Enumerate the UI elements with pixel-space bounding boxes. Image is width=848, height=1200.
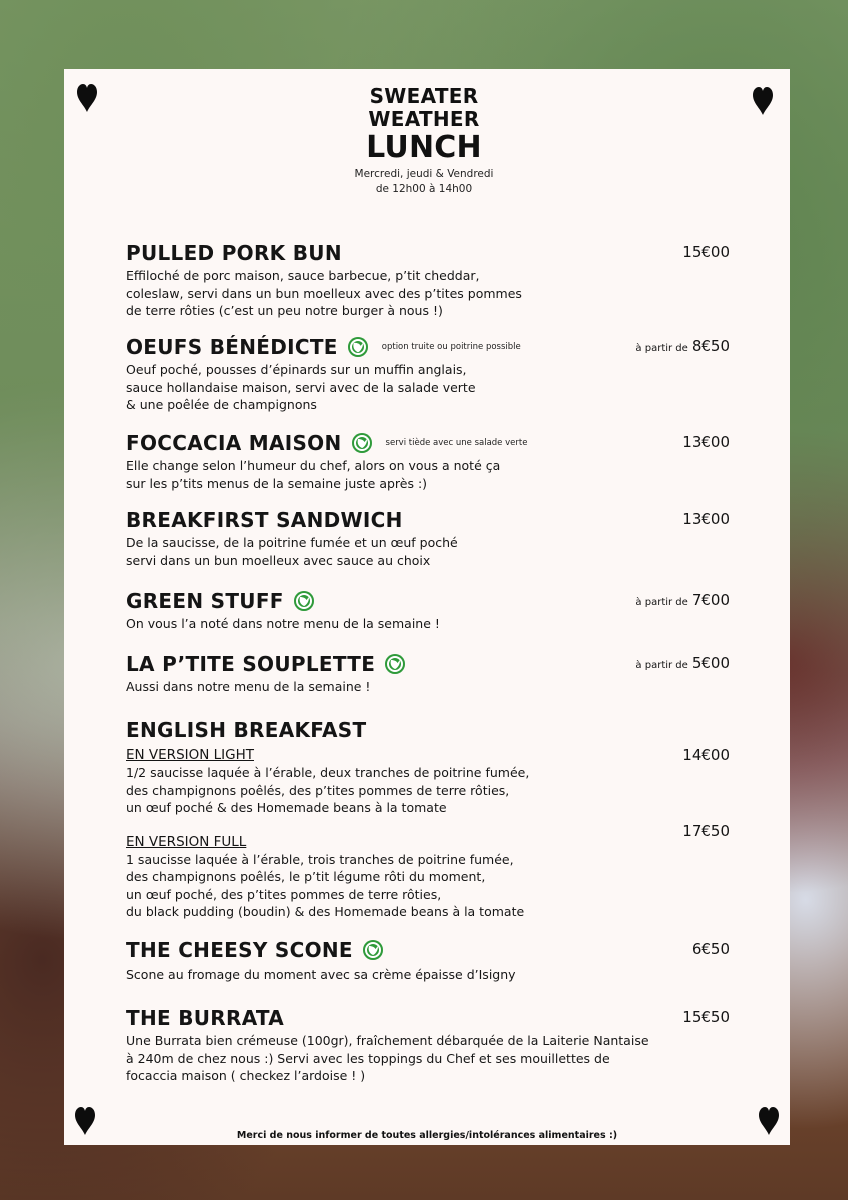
item-description: Oeuf poché, pousses d’épinards sur un muffin anglais, sauce hollandaise maison, servi avec de la salade verte & une poêlée de champignons: [126, 362, 476, 412]
menu-title-line-3: LUNCH: [366, 130, 482, 165]
menu-item-breakfirst-sandwich: [126, 506, 730, 569]
item-price: 6€50: [691, 940, 730, 958]
menu-item-green-stuff: [126, 587, 730, 633]
menu-item-the-burrata: [126, 1004, 730, 1085]
menu-header: [324, 85, 524, 197]
english-breakfast-full-label: EN VERSION FULL: [126, 833, 247, 850]
opening-days: Mercredi, jeudi & Vendredi: [354, 168, 494, 180]
english-breakfast-full-description: 1 saucisse laquée à l’érable, trois tranches de poitrine fumée, des champignons poêlés, le p’tit légume rôti du moment, un œuf poché, des p’tites pommes de terre rôties, du black pudding (boudin) & des Homemade beans à la tomate: [126, 851, 525, 919]
opening-hours: [324, 167, 524, 197]
item-description: De la saucisse, de la poitrine fumée et un œuf poché servi dans un bun moelleux avec sauce au choix: [126, 535, 458, 568]
item-description: Effiloché de porc maison, sauce barbecue, p’tit cheddar, coleslaw, servi dans un bun moelleux avec des p’tites pommes de terre rôties (c’est un peu notre burger à nous !): [126, 268, 522, 318]
item-name: ENGLISH BREAKFAST: [126, 718, 367, 742]
item-price: 15€50: [682, 1008, 730, 1026]
english-breakfast-full-price: 17€50: [682, 822, 730, 840]
vegetarian-leaf-icon: [385, 654, 405, 674]
item-name: PULLED PORK BUN: [126, 241, 342, 265]
item-note: servi tiède avec une salade verte: [385, 438, 528, 448]
item-name: OEUFS BÉNÉDICTE: [126, 335, 338, 359]
menu-item-foccacia-maison: [126, 429, 730, 492]
vegetarian-leaf-icon: [352, 433, 372, 453]
item-price: 13€00: [682, 433, 730, 451]
english-breakfast-light-label: EN VERSION LIGHT: [126, 747, 254, 763]
heart-icon: [752, 86, 774, 116]
item-name: THE CHEESY SCONE: [126, 938, 353, 962]
item-description: Elle change selon l’humeur du chef, alors on vous a noté ça sur les p’tits menus de la semaine juste après :): [126, 458, 501, 491]
menu-item-la-ptite-souplette: [126, 650, 730, 696]
opening-time: de 12h00 à 14h00: [375, 183, 473, 195]
item-price: à partir de 7€00: [635, 591, 730, 609]
item-price: à partir de 5€00: [635, 654, 730, 672]
vegetarian-leaf-icon: [294, 591, 314, 611]
item-price: à partir de 8€50: [635, 337, 730, 355]
item-name: FOCCACIA MAISON: [126, 431, 342, 455]
vegetarian-leaf-icon: [363, 940, 383, 960]
item-name: GREEN STUFF: [126, 589, 284, 613]
item-name: BREAKFIRST SANDWICH: [126, 508, 403, 532]
item-price: 13€00: [682, 510, 730, 528]
menu-item-the-cheesy-scone: [126, 936, 730, 984]
menu-item-english-breakfast: [126, 716, 730, 921]
vegetarian-leaf-icon: [348, 337, 368, 357]
item-description: Scone au fromage du moment avec sa crème épaisse d’Isigny: [126, 967, 516, 982]
item-description: On vous l’a noté dans notre menu de la semaine !: [126, 616, 440, 631]
menu-item-oeufs-benedicte: [126, 333, 730, 414]
menu-title-line-2: WEATHER: [368, 107, 480, 131]
english-breakfast-light-price: 14€00: [682, 746, 730, 764]
item-note: option truite ou poitrine possible: [381, 342, 521, 352]
item-price: 15€00: [682, 243, 730, 261]
heart-icon: [76, 83, 98, 113]
menu-title-line-1: SWEATER: [369, 84, 479, 108]
allergy-notice: Merci de nous informer de toutes allergies/intolérances alimentaires :): [236, 1130, 618, 1141]
item-name: LA P’TITE SOUPLETTE: [126, 652, 376, 676]
item-description: Une Burrata bien crémeuse (100gr), fraîchement débarquée de la Laiterie Nantaise à 240m de chez nous :) Servi avec les toppings du Chef et ses mouillettes de focaccia maison ( checkez l’ardoise ! ): [126, 1033, 649, 1083]
menu-page: [64, 69, 790, 1145]
english-breakfast-light-description: 1/2 saucisse laquée à l’érable, deux tranches de poitrine fumée, des champignons poêlés, des p’tites pommes de terre rôties, un œuf poché & des Homemade beans à la tomate: [126, 765, 530, 815]
item-name: THE BURRATA: [126, 1006, 285, 1030]
menu-item-pulled-pork-bun: [126, 239, 730, 320]
item-description: Aussi dans notre menu de la semaine !: [126, 679, 371, 694]
